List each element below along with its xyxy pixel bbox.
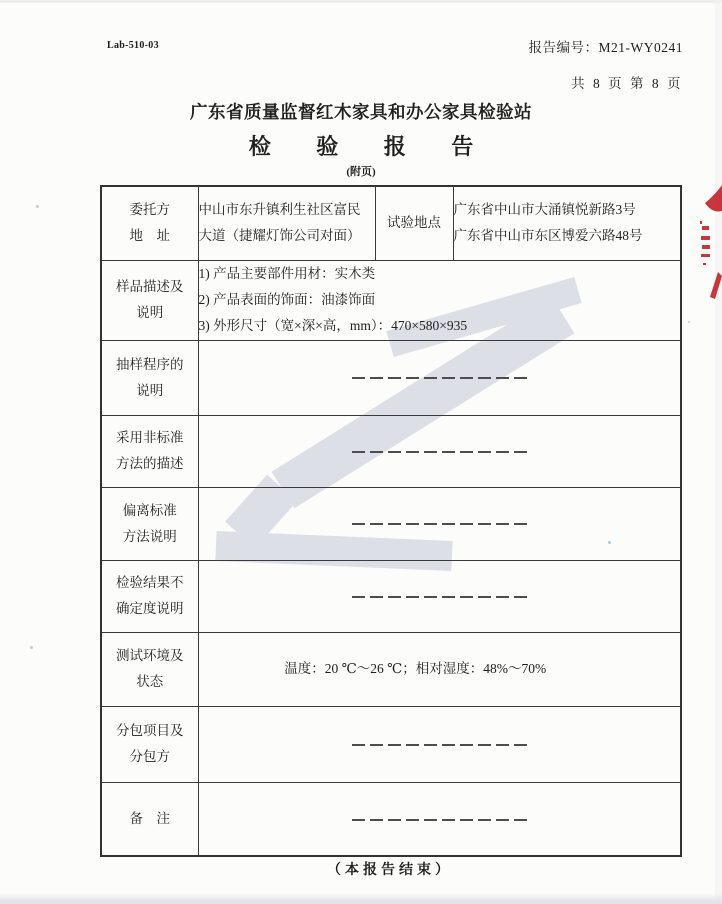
blank-dash-line (352, 451, 527, 453)
inspection-station-title: 广东省质量监督红木家具和办公家具检验站 (190, 102, 532, 122)
blank-dash-line (352, 744, 527, 746)
blank-value-cell (198, 340, 681, 415)
address-line: 中山市东升镇利生社区富民 (198, 202, 361, 218)
row-label: 抽样程序的 说明 (101, 340, 198, 415)
blank-value-cell (198, 487, 681, 560)
scan-edge-bottom (0, 893, 722, 904)
scan-speck (36, 205, 39, 208)
report-number: 报告编号：M21-WY0241 (528, 40, 683, 55)
description-line: 1) 产品主要部件用材：实木类 (198, 266, 376, 281)
scan-edge-top (0, 0, 722, 3)
scan-speck (30, 646, 33, 649)
description-line: 3) 外形尺寸（宽×深×高，mm）：470×580×935 (198, 318, 468, 333)
blank-value-cell (198, 782, 681, 856)
page-count: 共 8 页 第 8 页 (571, 76, 683, 91)
row-label: 样品描述及 说明 (101, 260, 198, 340)
table-row-sample-description (101, 260, 681, 340)
report-title: 检 验 报 告 (248, 134, 494, 159)
table-row-consigner-address (101, 186, 681, 260)
row-label: 偏离标准 方法说明 (101, 487, 198, 560)
table-row-uncertainty-statement (101, 560, 681, 632)
row-label: 测试环境及 状态 (101, 632, 198, 706)
row-label (101, 186, 198, 260)
location-line: 广东省中山市大涌镇悦新路3号 (453, 202, 636, 218)
table-row-subcontract (101, 706, 681, 782)
test-location-label: 试验地点 (375, 186, 453, 260)
table-row-nonstandard-method (101, 415, 681, 487)
blank-value-cell (198, 560, 681, 632)
table-row-test-environment (101, 632, 681, 706)
sample-description-value (198, 260, 681, 340)
row-label-line: 地 址 (129, 228, 170, 244)
blank-value-cell (198, 415, 681, 487)
table-row-deviation-from-standard (101, 487, 681, 560)
report-table (100, 185, 682, 857)
consigner-address-value (198, 186, 375, 260)
description-line: 2) 产品表面的饰面：油漆饰面 (198, 292, 376, 307)
test-environment-value (198, 632, 681, 706)
blank-value-cell (198, 706, 681, 782)
table-row-remarks (101, 782, 681, 856)
location-line: 广东省中山市东区博爱六路48号 (453, 228, 643, 244)
address-line: 大道（捷耀灯饰公司对面） (198, 228, 361, 244)
table-row-sampling-procedure (101, 340, 681, 415)
blank-dash-line (352, 377, 527, 379)
row-label: 分包项目及 分包方 (101, 706, 198, 782)
blank-dash-line (352, 819, 527, 821)
test-location-value (453, 186, 681, 260)
report-end-note: （本报告结束） (327, 863, 453, 878)
attachment-page-note: (附页) (346, 166, 376, 178)
blank-dash-line (352, 596, 527, 598)
scan-speck (688, 321, 690, 323)
row-label: 采用非标准 方法的描述 (101, 415, 198, 487)
row-label: 检验结果不 确定度说明 (101, 560, 198, 632)
form-code: Lab-510-03 (107, 40, 159, 51)
blank-dash-line (352, 523, 527, 525)
row-label: 备 注 (101, 782, 198, 856)
environment-text: 温度：20 ℃～26 ℃；相对湿度：48%～70% (284, 661, 547, 676)
row-label-line: 委托方 (129, 202, 170, 218)
